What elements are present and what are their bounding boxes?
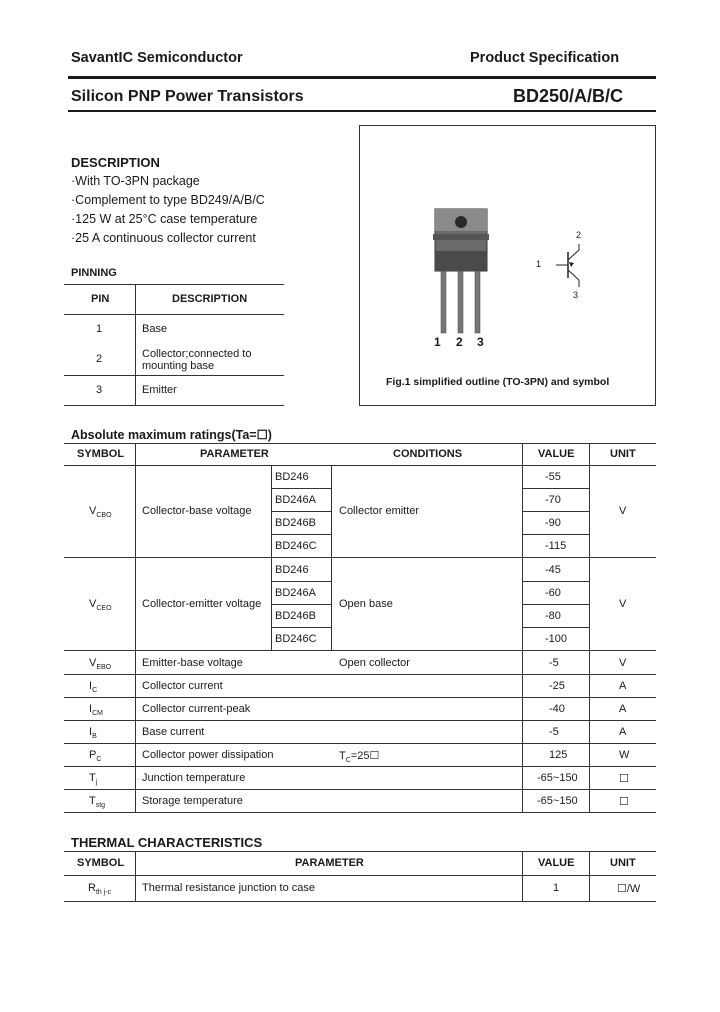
sub-rule bbox=[271, 604, 331, 605]
pinning-rule bbox=[64, 375, 284, 376]
col-parameter: PARAMETER bbox=[200, 448, 269, 460]
table-rule bbox=[64, 812, 656, 813]
symbol-cell-subscript: C bbox=[96, 756, 102, 763]
symbol-cell-letter: V bbox=[89, 657, 97, 669]
symbol-cell bbox=[89, 772, 97, 786]
pin-number: 1 bbox=[96, 323, 103, 335]
symbol-cell-subscript: CM bbox=[92, 710, 103, 717]
unit-cell: A bbox=[619, 680, 627, 692]
pin-description: Emitter bbox=[142, 384, 177, 396]
symbol-cell-subscript: stg bbox=[95, 802, 106, 809]
table-rule bbox=[64, 465, 656, 466]
sub-rule bbox=[522, 488, 589, 489]
table-rule bbox=[64, 851, 656, 852]
condition-letter: T bbox=[339, 750, 346, 762]
page-title: Silicon PNP Power Transistors bbox=[71, 88, 304, 105]
parameter-cell: Collector power dissipation bbox=[142, 749, 274, 761]
figure-box bbox=[359, 125, 656, 406]
symbol-cell bbox=[89, 795, 105, 809]
unit-cell: A bbox=[619, 703, 627, 715]
symbol-label: 1 bbox=[536, 259, 542, 269]
condition-vceo: Open base bbox=[339, 598, 393, 610]
table-rule bbox=[64, 901, 656, 902]
col-value: VALUE bbox=[538, 448, 575, 460]
table-divider bbox=[271, 558, 272, 650]
sub-rule bbox=[271, 627, 331, 628]
variant-label: BD246B bbox=[275, 517, 316, 529]
rating-value: -60 bbox=[545, 587, 561, 599]
rating-value: -90 bbox=[545, 517, 561, 529]
unit-cell: V bbox=[619, 657, 627, 669]
symbol-cell-letter: T bbox=[89, 795, 96, 807]
condition-cell bbox=[339, 749, 379, 764]
unit-cell: ☐ bbox=[619, 796, 629, 808]
pinning-col-pin: PIN bbox=[91, 293, 110, 305]
thermal-parameter: Thermal resistance junction to case bbox=[142, 882, 316, 894]
rating-value: -115 bbox=[545, 540, 567, 552]
symbol-cell bbox=[89, 749, 101, 763]
table-rule bbox=[64, 743, 656, 744]
sub-rule bbox=[271, 488, 331, 489]
symbol-vceo bbox=[89, 598, 112, 612]
parameter-cell: Emitter-base voltage bbox=[142, 657, 243, 669]
col-symbol: SYMBOL bbox=[77, 448, 125, 460]
pin-number: 2 bbox=[96, 353, 103, 365]
pinning-rule bbox=[64, 405, 284, 406]
pin-label: 2 bbox=[456, 335, 463, 349]
symbol-vceo-subscript: CEO bbox=[96, 605, 112, 612]
description-heading: DESCRIPTION bbox=[71, 155, 160, 170]
table-divider bbox=[135, 851, 136, 901]
rating-value: -5 bbox=[549, 657, 559, 669]
variant-label: BD246 bbox=[275, 471, 309, 483]
parameter-cell: Collector current bbox=[142, 680, 223, 692]
pinning-divider bbox=[135, 284, 136, 405]
variant-label: BD246A bbox=[275, 587, 316, 599]
unit-vcbo: V bbox=[619, 505, 627, 517]
figure-caption: Fig.1 simplified outline (TO-3PN) and symbol bbox=[386, 376, 610, 388]
variant-label: BD246A bbox=[275, 494, 316, 506]
pinning-rule bbox=[64, 314, 284, 315]
symbol-cell bbox=[89, 657, 111, 671]
pin-label: 3 bbox=[477, 335, 484, 349]
variant-label: BD246C bbox=[275, 540, 317, 552]
thermal-symbol-subscript: th j-c bbox=[95, 889, 112, 896]
sub-rule bbox=[522, 581, 589, 582]
pin-label: 1 bbox=[434, 335, 441, 349]
symbol-cell-letter: I bbox=[89, 703, 93, 715]
document-type: Product Specification bbox=[470, 50, 620, 66]
condition-tail: =25☐ bbox=[350, 750, 380, 762]
pin-description: Collector;connected to bbox=[142, 348, 252, 360]
description-item: ·25 A continuous collector current bbox=[71, 231, 256, 245]
thermal-col-unit: UNIT bbox=[610, 857, 636, 869]
symbol-cell-letter: I bbox=[89, 726, 93, 738]
symbol-cell-subscript: j bbox=[95, 779, 98, 786]
part-number: BD250/A/B/C bbox=[513, 86, 624, 106]
condition-subscript: C bbox=[345, 757, 351, 764]
table-divider bbox=[522, 443, 523, 813]
header-rule bbox=[68, 76, 656, 79]
rating-value: -70 bbox=[545, 494, 561, 506]
variant-label: BD246 bbox=[275, 564, 309, 576]
table-rule bbox=[64, 720, 656, 721]
unit-cell: W bbox=[619, 749, 630, 761]
thermal-unit: ☐/W bbox=[617, 883, 641, 895]
rating-value: -25 bbox=[549, 680, 565, 692]
table-divider bbox=[271, 465, 272, 557]
parameter-vceo: Collector-emitter voltage bbox=[142, 598, 262, 610]
sub-rule bbox=[522, 534, 589, 535]
parameter-cell: Junction temperature bbox=[142, 772, 246, 784]
table-divider bbox=[135, 443, 136, 813]
title-rule bbox=[68, 110, 656, 112]
table-divider bbox=[331, 465, 332, 557]
unit-vceo: V bbox=[619, 598, 627, 610]
parameter-cell: Storage temperature bbox=[142, 795, 243, 807]
table-rule bbox=[64, 697, 656, 698]
parameter-cell: Collector current-peak bbox=[142, 703, 251, 715]
thermal-col-symbol: SYMBOL bbox=[77, 857, 125, 869]
col-unit: UNIT bbox=[610, 448, 636, 460]
pin-description: Base bbox=[142, 323, 168, 335]
pinning-rule bbox=[64, 284, 284, 285]
condition-vcbo: Collector emitter bbox=[339, 505, 420, 517]
sub-rule bbox=[271, 534, 331, 535]
sub-rule bbox=[271, 511, 331, 512]
thermal-symbol-letter: R bbox=[88, 882, 96, 894]
thermal-heading: THERMAL CHARACTERISTICS bbox=[71, 835, 263, 850]
table-rule bbox=[64, 650, 656, 651]
sub-rule bbox=[271, 581, 331, 582]
unit-cell: A bbox=[619, 726, 627, 738]
rating-value: -100 bbox=[545, 633, 568, 645]
table-rule bbox=[64, 674, 656, 675]
rating-value: -65~150 bbox=[537, 772, 578, 784]
rating-value: -55 bbox=[545, 471, 561, 483]
table-rule bbox=[64, 766, 656, 767]
variant-label: BD246C bbox=[275, 633, 317, 645]
thermal-col-parameter: PARAMETER bbox=[295, 857, 364, 869]
parameter-cell: Base current bbox=[142, 726, 205, 738]
description-item: ·125 W at 25°C case temperature bbox=[71, 212, 258, 226]
symbol-vcbo bbox=[89, 505, 112, 519]
table-divider bbox=[589, 443, 590, 813]
pin-description: mounting base bbox=[142, 360, 215, 372]
table-rule bbox=[64, 875, 656, 876]
description-item: ·With TO-3PN package bbox=[71, 174, 200, 188]
ratings-heading: Absolute maximum ratings(Ta=☐) bbox=[71, 428, 272, 442]
symbol-vcbo-letter: V bbox=[89, 505, 97, 517]
rating-value: -45 bbox=[545, 564, 561, 576]
pinning-heading: PINNING bbox=[71, 267, 117, 279]
symbol-cell-letter: T bbox=[89, 772, 96, 784]
company-name: SavantIC Semiconductor bbox=[71, 50, 243, 66]
description-item: ·Complement to type BD249/A/B/C bbox=[71, 193, 265, 207]
rating-value: -5 bbox=[549, 726, 559, 738]
table-rule bbox=[64, 557, 656, 558]
symbol-cell-subscript: EBO bbox=[96, 664, 112, 671]
rating-value: -40 bbox=[549, 703, 565, 715]
parameter-vcbo: Collector-base voltage bbox=[142, 505, 252, 517]
unit-cell: ☐ bbox=[619, 773, 629, 785]
symbol-cell-letter: P bbox=[89, 749, 97, 761]
col-conditions: CONDITIONS bbox=[393, 448, 463, 460]
symbol-cell bbox=[89, 703, 103, 717]
symbol-cell-letter: I bbox=[89, 680, 93, 692]
thermal-col-value: VALUE bbox=[538, 857, 575, 869]
condition-cell: Open collector bbox=[339, 657, 410, 669]
rating-value: -80 bbox=[545, 610, 561, 622]
symbol-cell bbox=[89, 726, 97, 740]
symbol-cell-subscript: B bbox=[92, 733, 97, 740]
symbol-cell bbox=[89, 680, 97, 694]
table-rule bbox=[64, 443, 656, 444]
table-divider bbox=[522, 851, 523, 901]
thermal-symbol bbox=[88, 882, 111, 896]
symbol-label: 3 bbox=[573, 290, 579, 300]
sub-rule bbox=[522, 511, 589, 512]
table-rule bbox=[64, 789, 656, 790]
symbol-label: 2 bbox=[576, 230, 582, 240]
thermal-value: 1 bbox=[553, 882, 560, 894]
variant-label: BD246B bbox=[275, 610, 316, 622]
symbol-cell-subscript: C bbox=[92, 687, 98, 694]
table-divider bbox=[331, 558, 332, 650]
package-outline-drawing bbox=[360, 126, 655, 405]
symbol-vcbo-subscript: CBO bbox=[96, 512, 112, 519]
sub-rule bbox=[522, 627, 589, 628]
sub-rule bbox=[522, 604, 589, 605]
pinning-col-description: DESCRIPTION bbox=[172, 293, 248, 305]
pin-number: 3 bbox=[96, 384, 103, 396]
symbol-vceo-letter: V bbox=[89, 598, 97, 610]
rating-value: 125 bbox=[549, 749, 568, 761]
table-divider bbox=[589, 851, 590, 901]
rating-value: -65~150 bbox=[537, 795, 578, 807]
